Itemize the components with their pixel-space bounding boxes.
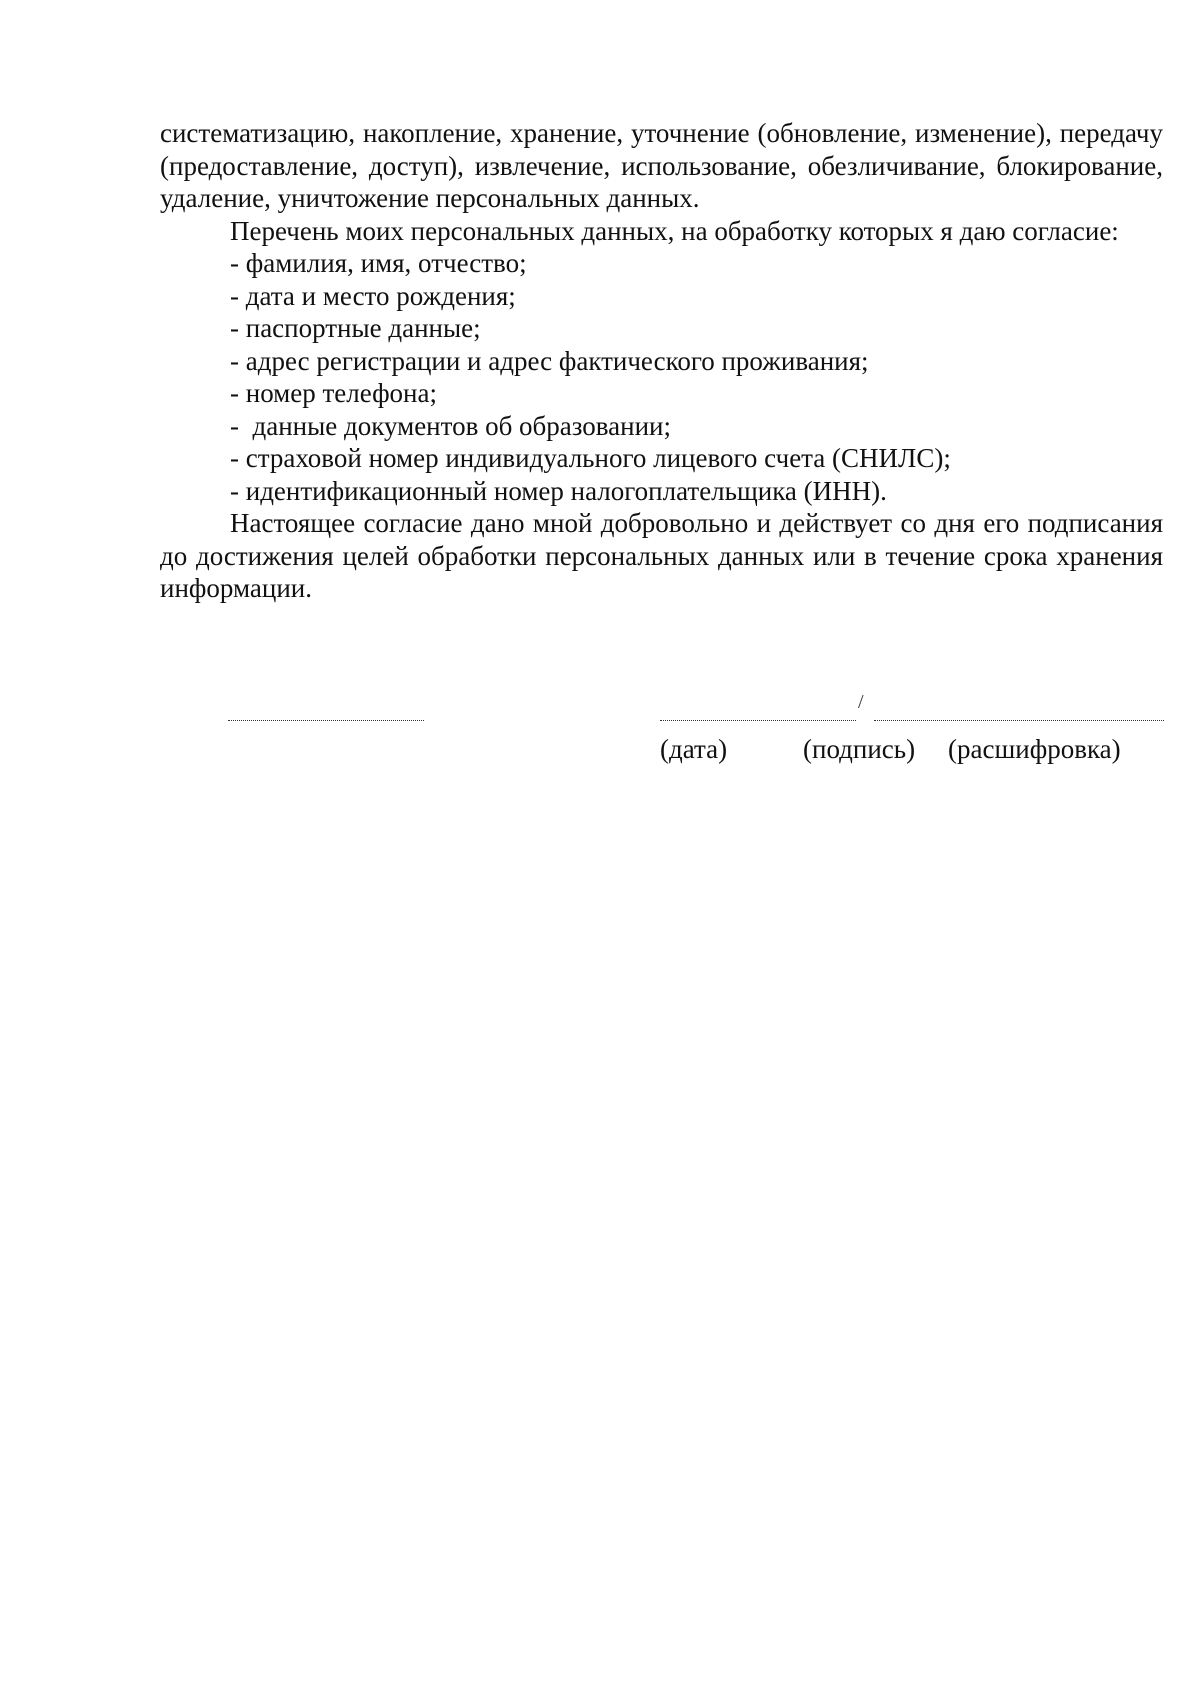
decryption-line[interactable] [874, 720, 1164, 721]
signature-separator: / [858, 691, 864, 713]
list-item: - паспортные данные; [230, 313, 481, 343]
consent-text-block [160, 117, 1163, 605]
list-item: - фамилия, имя, отчество; [230, 248, 527, 278]
personal-data-list [160, 247, 1163, 507]
list-item: - данные документов об образовании; [230, 410, 672, 441]
data-list-intro: Перечень моих персональных данных, на обработку которых я даю согласие: [230, 215, 1119, 246]
list-item: - номер телефона; [230, 378, 437, 408]
closing-paragraph: Настоящее согласие дано мной добровольно и действует со дня его подписания до достижения целей обработки персональных данных или в течение срока хранения информации. [160, 508, 1163, 603]
date-caption: (дата) [660, 734, 728, 764]
list-item: - адрес регистрации и адрес фактического проживания; [230, 345, 869, 376]
processing-actions-paragraph: систематизацию, накопление, хранение, уточнение (обновление, изменение), передачу (предоставление, доступ), извлечение, использование, обезличивание, блокирование, удаление, уничтожение персональных данных. [160, 118, 1163, 213]
list-item: - страховой номер индивидуального лицевого счета (СНИЛС); [230, 443, 951, 473]
decryption-caption: (расшифровка) [948, 734, 1121, 764]
list-item: - дата и место рождения; [230, 280, 516, 311]
date-signature-line[interactable] [228, 720, 424, 721]
list-item: - идентификационный номер налогоплательщика (ИНН). [230, 475, 887, 506]
signature-caption: (подпись) [803, 734, 916, 764]
signature-line[interactable] [660, 720, 856, 721]
